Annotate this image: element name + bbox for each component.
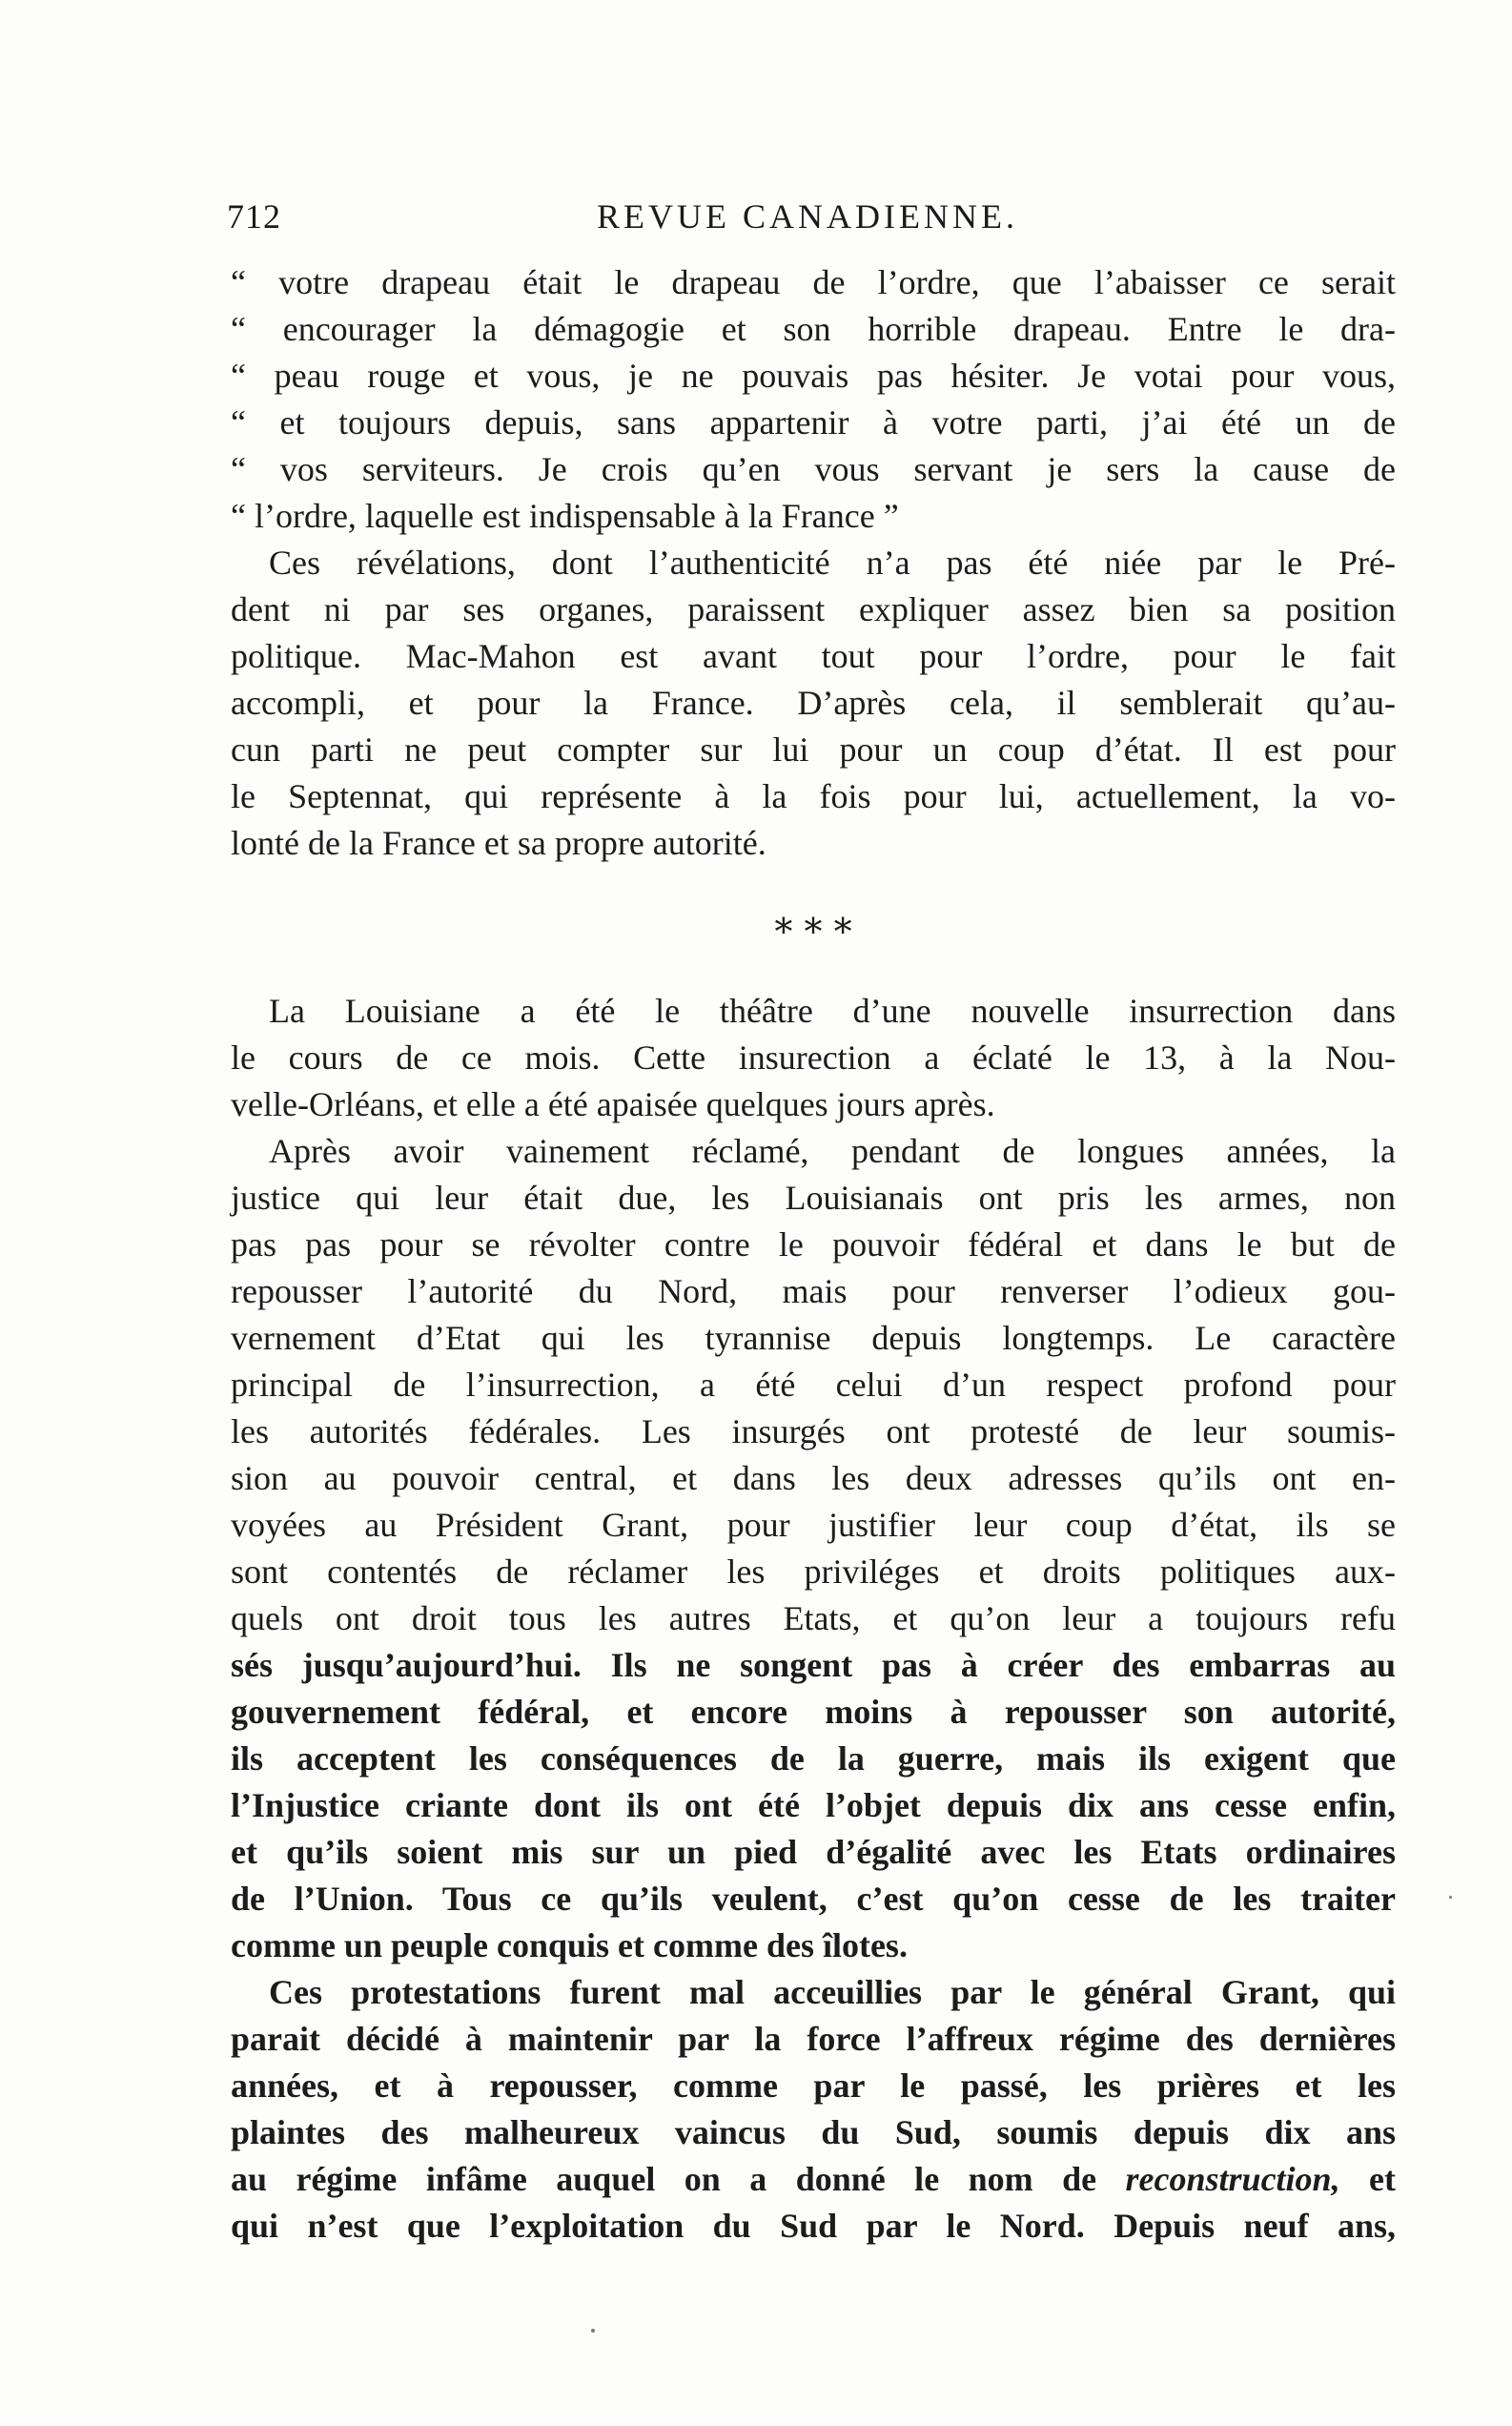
body-text — [231, 259, 1396, 2250]
text-line: quels ont droit tous les autres Etats, et qu’on leur a toujours refu — [231, 1599, 1396, 1637]
text-line: plaintes des malheureux vaincus du Sud, soumis depuis dix ans — [231, 2113, 1396, 2151]
running-title: REVUE CANADIENNE. — [597, 197, 1018, 236]
text-line: vernement d’Etat qui les tyrannise depuis longtemps. Le caractère — [231, 1319, 1396, 1357]
paragraph-insurrection — [231, 1128, 1396, 1969]
text-line: “ encourager la démagogie et son horrible drapeau. Entre le dra- — [231, 310, 1396, 348]
text-line: sont contentés de réclamer les priviléges et droits politiques aux- — [231, 1552, 1396, 1591]
text-line: Ces protestations furent mal acceuillies par le général Grant, qui — [269, 1973, 1396, 2011]
text-line: sés jusqu’aujourd’hui. Ils ne songent pas à créer des embarras au — [231, 1646, 1396, 1684]
text-line: “ votre drapeau était le drapeau de l’ordre, que l’abaisser ce serait — [231, 263, 1396, 301]
text-line: “ vos serviteurs. Je crois qu’en vous servant je sers la cause de — [231, 450, 1396, 488]
text-line: accompli, et pour la France. D’après cela, il semblerait qu’au- — [231, 684, 1396, 722]
text-line: “ et toujours depuis, sans appartenir à votre parti, j’ai été un de — [231, 403, 1396, 442]
text-line: cun parti ne peut compter sur lui pour un coup d’état. Il est pour — [231, 730, 1396, 769]
text-line: “ peau rouge et vous, je ne pouvais pas hésiter. Je votai pour vous, — [231, 357, 1396, 395]
page-number: 712 — [227, 197, 281, 236]
text-run: et — [1339, 2160, 1396, 2198]
quotation-paragraph — [231, 259, 1396, 540]
text-line: années, et à repousser, comme par le passé, les prières et les — [231, 2066, 1396, 2105]
text-line: comme un peuple conquis et comme des îlotes. — [231, 1926, 908, 1964]
paragraph-grant — [231, 1969, 1396, 2250]
asterism: * * * — [774, 911, 852, 953]
text-line: voyées au Président Grant, pour justifier leur coup d’état, ils se — [231, 1506, 1396, 1544]
text-line: de l’Union. Tous ce qu’ils veulent, c’est qu’on cesse de les traiter — [231, 1880, 1396, 1918]
margin-speck — [1449, 1896, 1452, 1899]
text-line: lonté de la France et sa propre autorité. — [231, 824, 766, 862]
text-line: La Louisiane a été le théâtre d’une nouvelle insurrection dans — [269, 992, 1396, 1030]
text-line: le cours de ce mois. Cette insurection a éclaté le 13, à la Nou- — [231, 1038, 1396, 1077]
italic-term: reconstruction, — [1125, 2160, 1340, 2198]
section-separator — [231, 911, 1396, 988]
text-line — [231, 2156, 1396, 2203]
text-run: au régime infâme auquel on a donné le nom de — [231, 2160, 1126, 2198]
text-line: qui n’est que l’exploitation du Sud par le Nord. Depuis neuf ans, — [231, 2207, 1396, 2245]
text-line: politique. Mac-Mahon est avant tout pour l’ordre, pour le fait — [231, 637, 1396, 675]
spacer — [231, 867, 1396, 914]
text-line: velle-Orléans, et elle a été apaisée quelques jours après. — [231, 1085, 995, 1123]
text-line: parait décidé à maintenir par la force l’affreux régime des dernières — [231, 2020, 1396, 2058]
text-line: les autorités fédérales. Les insurgés ont protesté de leur soumis- — [231, 1412, 1396, 1450]
text-line: Ces révélations, dont l’authenticité n’a pas été niée par le Pré- — [269, 544, 1396, 582]
text-line: “ l’ordre, laquelle est indispensable à la France ” — [231, 497, 899, 535]
text-line: Après avoir vainement réclamé, pendant de longues années, la — [269, 1132, 1396, 1170]
text-line: ils acceptent les conséquences de la guerre, mais ils exigent que — [231, 1739, 1396, 1778]
text-line: repousser l’autorité du Nord, mais pour renverser l’odieux gou- — [231, 1272, 1396, 1310]
page-header — [227, 196, 1388, 244]
bottom-speck — [591, 2329, 595, 2333]
text-line: justice qui leur était due, les Louisianais ont pris les armes, non — [231, 1179, 1396, 1217]
text-line: le Septennat, qui représente à la fois pour lui, actuellement, la vo- — [231, 777, 1396, 815]
text-line: sion au pouvoir central, et dans les deux adresses qu’ils ont en- — [231, 1459, 1396, 1497]
text-line: pas pas pour se révolter contre le pouvoir fédéral et dans le but de — [231, 1225, 1396, 1264]
text-line: et qu’ils soient mis sur un pied d’égalité avec les Etats ordinaires — [231, 1833, 1396, 1871]
text-line: dent ni par ses organes, paraissent expliquer assez bien sa position — [231, 590, 1396, 628]
text-line: principal de l’insurrection, a été celui d’un respect profond pour — [231, 1366, 1396, 1404]
text-line: l’Injustice criante dont ils ont été l’objet depuis dix ans cesse enfin, — [231, 1786, 1396, 1824]
paragraph-louisiane — [231, 988, 1396, 1128]
paragraph-mac-mahon — [231, 540, 1396, 867]
text-line: gouvernement fédéral, et encore moins à repousser son autorité, — [231, 1693, 1396, 1731]
